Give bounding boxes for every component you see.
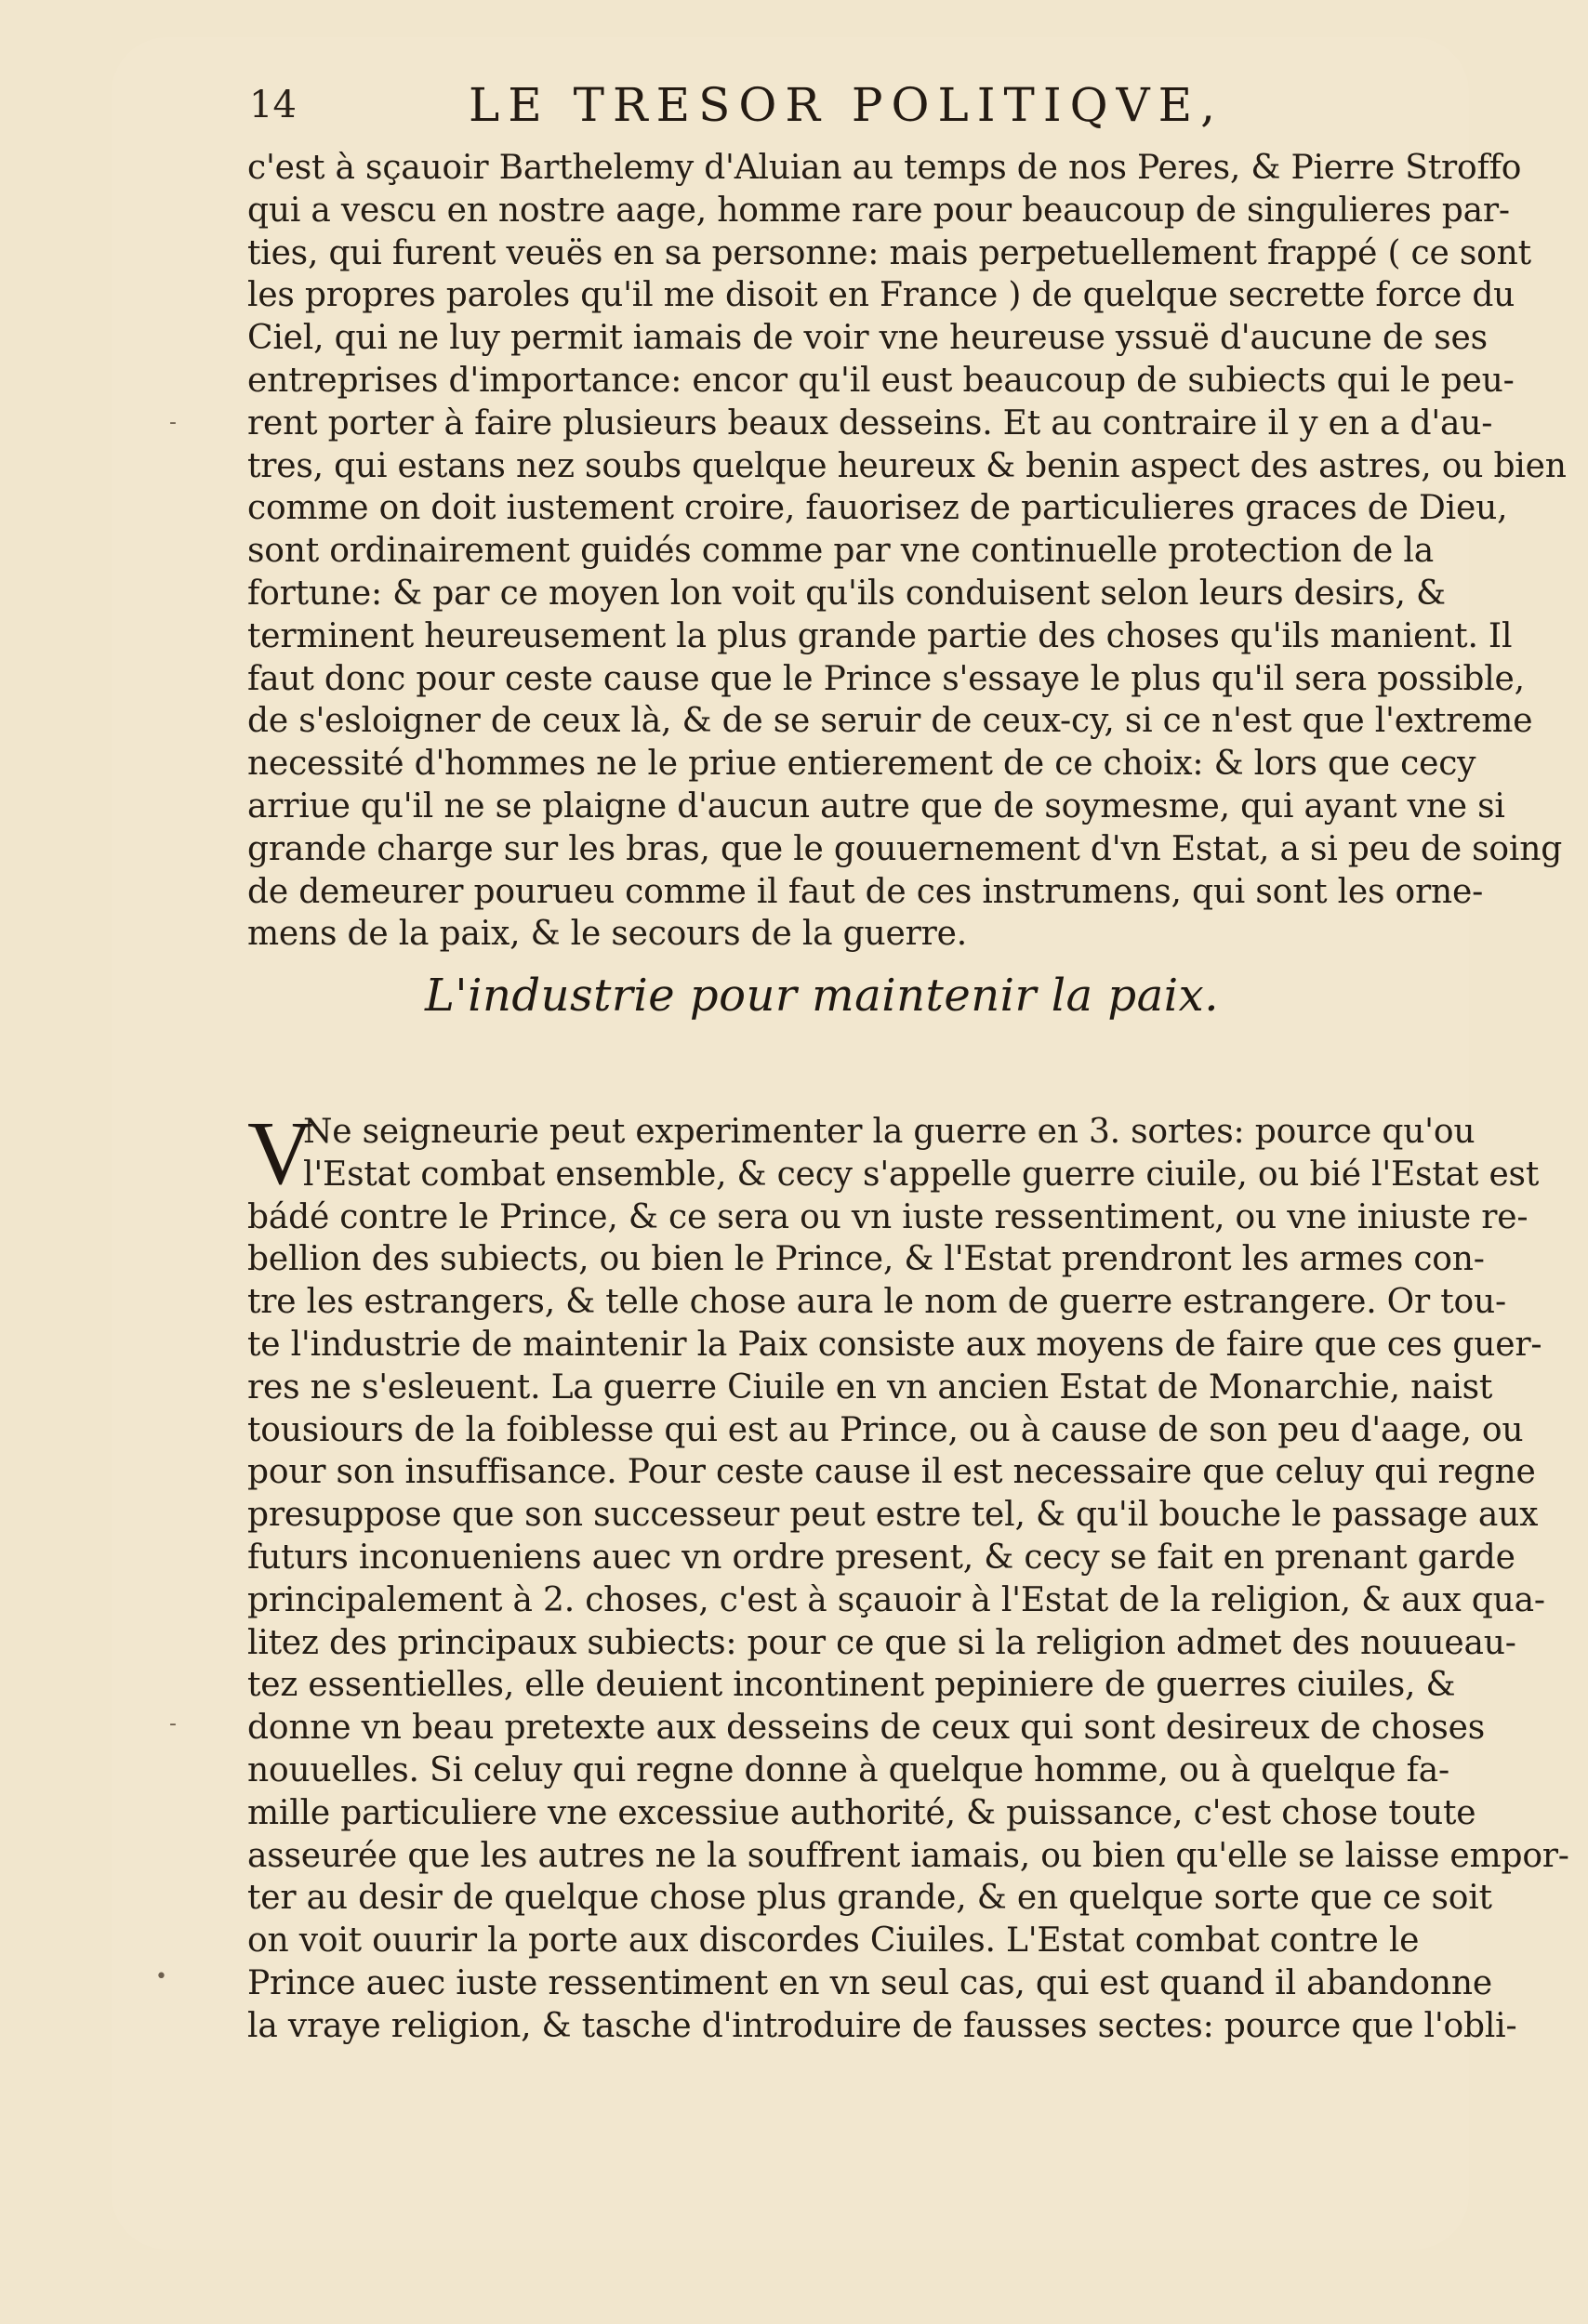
text-line: Ciel, qui ne luy permit iamais de voir vne heureuse yssuë d'aucune de ses: [247, 319, 1488, 358]
text-line: necessité d'hommes ne le priue entierement de ce choix: & lors que cecy: [247, 745, 1476, 784]
text-line: litez des principaux subiects: pour ce que si la religion admet des nouueau-: [247, 1623, 1516, 1662]
text-line: comme on doit iustement croire, fauorisez de particulieres graces de Dieu,: [247, 489, 1508, 528]
text-line: tres, qui estans nez soubs quelque heureux & benin aspect des astres, ou bien: [247, 446, 1567, 485]
text-line: l'Estat combat ensemble, & cecy s'appelle guerre ciuile, ou bié l'Estat est: [303, 1155, 1540, 1194]
text-line: fortune: & par ce moyen lon voit qu'ils conduisent selon leurs desirs, &: [247, 574, 1446, 613]
running-head: [249, 78, 1402, 143]
text-line: entreprises d'importance: encor qu'il eust beaucoup de subiects qui le peu-: [247, 361, 1515, 400]
text-line: bellion des subiects, ou bien le Prince, & l'Estat prendront les armes con-: [247, 1240, 1485, 1279]
text-line: presuppose que son successeur peut estre tel, & qu'il bouche le passage aux: [247, 1496, 1539, 1535]
text-line: principalement à 2. choses, c'est à sçauoir à l'Estat de la religion, & aux qua-: [247, 1580, 1545, 1619]
margin-mark: -: [169, 411, 177, 434]
text-line: la vraye religion, & tasche d'introduire de fausses sectes: pource que l'obli-: [247, 2006, 1517, 2045]
text-line: ter au desir de quelque chose plus grande, & en quelque sorte que ce soit: [247, 1879, 1492, 1918]
text-line: tez essentielles, elle deuient incontinent pepiniere de guerres ciuiles, &: [247, 1666, 1456, 1705]
text-line: pour son insuffisance. Pour ceste cause il est necessaire que celuy qui regne: [247, 1453, 1536, 1492]
text-line: de demeurer pourueu comme il faut de ces instrumens, qui sont les orne-: [247, 872, 1484, 911]
text-line: tousiours de la foiblesse qui est au Prince, ou à cause de son peu d'aage, ou: [247, 1410, 1524, 1449]
drop-cap: V: [247, 1103, 313, 1204]
text-line: Ne seigneurie peut experimenter la guerre en 3. sortes: pource qu'ou: [303, 1113, 1476, 1151]
text-line: de s'esloigner de ceux là, & de se seruir de ceux-cy, si ce n'est que l'extreme: [247, 702, 1533, 741]
text-line: on voit ouurir la porte aux discordes Ciuiles. L'Estat combat contre le: [247, 1921, 1420, 1961]
text-line: asseurée que les autres ne la souffrent iamais, ou bien qu'elle se laisse empor-: [247, 1836, 1569, 1875]
text-line: tre les estrangers, & telle chose aura le nom de guerre estrangere. Or tou-: [247, 1283, 1506, 1322]
text-line: mille particuliere vne excessiue authorité, & puissance, c'est chose toute: [247, 1793, 1476, 1832]
text-line: te l'industrie de maintenir la Paix consiste aux moyens de faire que ces guer-: [247, 1325, 1542, 1364]
text-line: qui a vescu en nostre aage, homme rare pour beaucoup de singulieres par-: [247, 191, 1510, 230]
margin-mark: -: [169, 1712, 177, 1736]
text-line: bádé contre le Prince, & ce sera ou vn iuste ressentiment, ou vne iniuste re-: [247, 1197, 1528, 1236]
book-title: LE TRESOR POLITIQVE,: [469, 78, 1224, 132]
paragraph-two: [247, 1103, 1569, 2048]
text-line: faut donc pour ceste cause que le Prince s'essaye le plus qu'il sera possible,: [247, 659, 1525, 698]
text-line: c'est à sçauoir Barthelemy d'Aluian au temps de nos Peres, & Pierre Stroffo: [247, 149, 1522, 187]
text-line: ties, qui furent veuës en sa personne: mais perpetuellement frappé ( ce sont: [247, 233, 1531, 272]
text-line: terminent heureusement la plus grande partie des choses qu'ils manient. Il: [247, 616, 1513, 655]
text-line: les propres paroles qu'il me disoit en France ) de quelque secrette force du: [247, 276, 1515, 315]
text-line: rent porter à faire plusieurs beaux desseins. Et au contraire il y en a d'au-: [247, 403, 1493, 442]
text-line: futurs inconueniens auec vn ordre present, & cecy se fait en prenant garde: [247, 1538, 1515, 1577]
margin-mark: •: [155, 1965, 167, 1988]
text-line: sont ordinairement guidés comme par vne continuelle protection de la: [247, 532, 1434, 571]
paragraph-one: [247, 147, 1567, 956]
text-line: res ne s'esleuent. La guerre Ciuile en vn ancien Estat de Monarchie, naist: [247, 1367, 1493, 1406]
text-line: Prince auec iuste ressentiment en vn seul cas, qui est quand il abandonne: [247, 1963, 1492, 2002]
text-line: donne vn beau pretexte aux desseins de ceux qui sont desireux de choses: [247, 1709, 1485, 1748]
page-number: 14: [249, 84, 297, 126]
text-line: arriue qu'il ne se plaigne d'aucun autre que de soymesme, qui ayant vne si: [247, 786, 1505, 825]
text-line: mens de la paix, & le secours de la guerre.: [247, 915, 967, 954]
text-line: nouuelles. Si celuy qui regne donne à quelque homme, ou à quelque fa-: [247, 1750, 1449, 1789]
text-line: grande charge sur les bras, que le gouuernement d'vn Estat, a si peu de soing: [247, 829, 1563, 868]
section-heading: L'industrie pour maintenir la paix.: [425, 970, 1219, 1022]
